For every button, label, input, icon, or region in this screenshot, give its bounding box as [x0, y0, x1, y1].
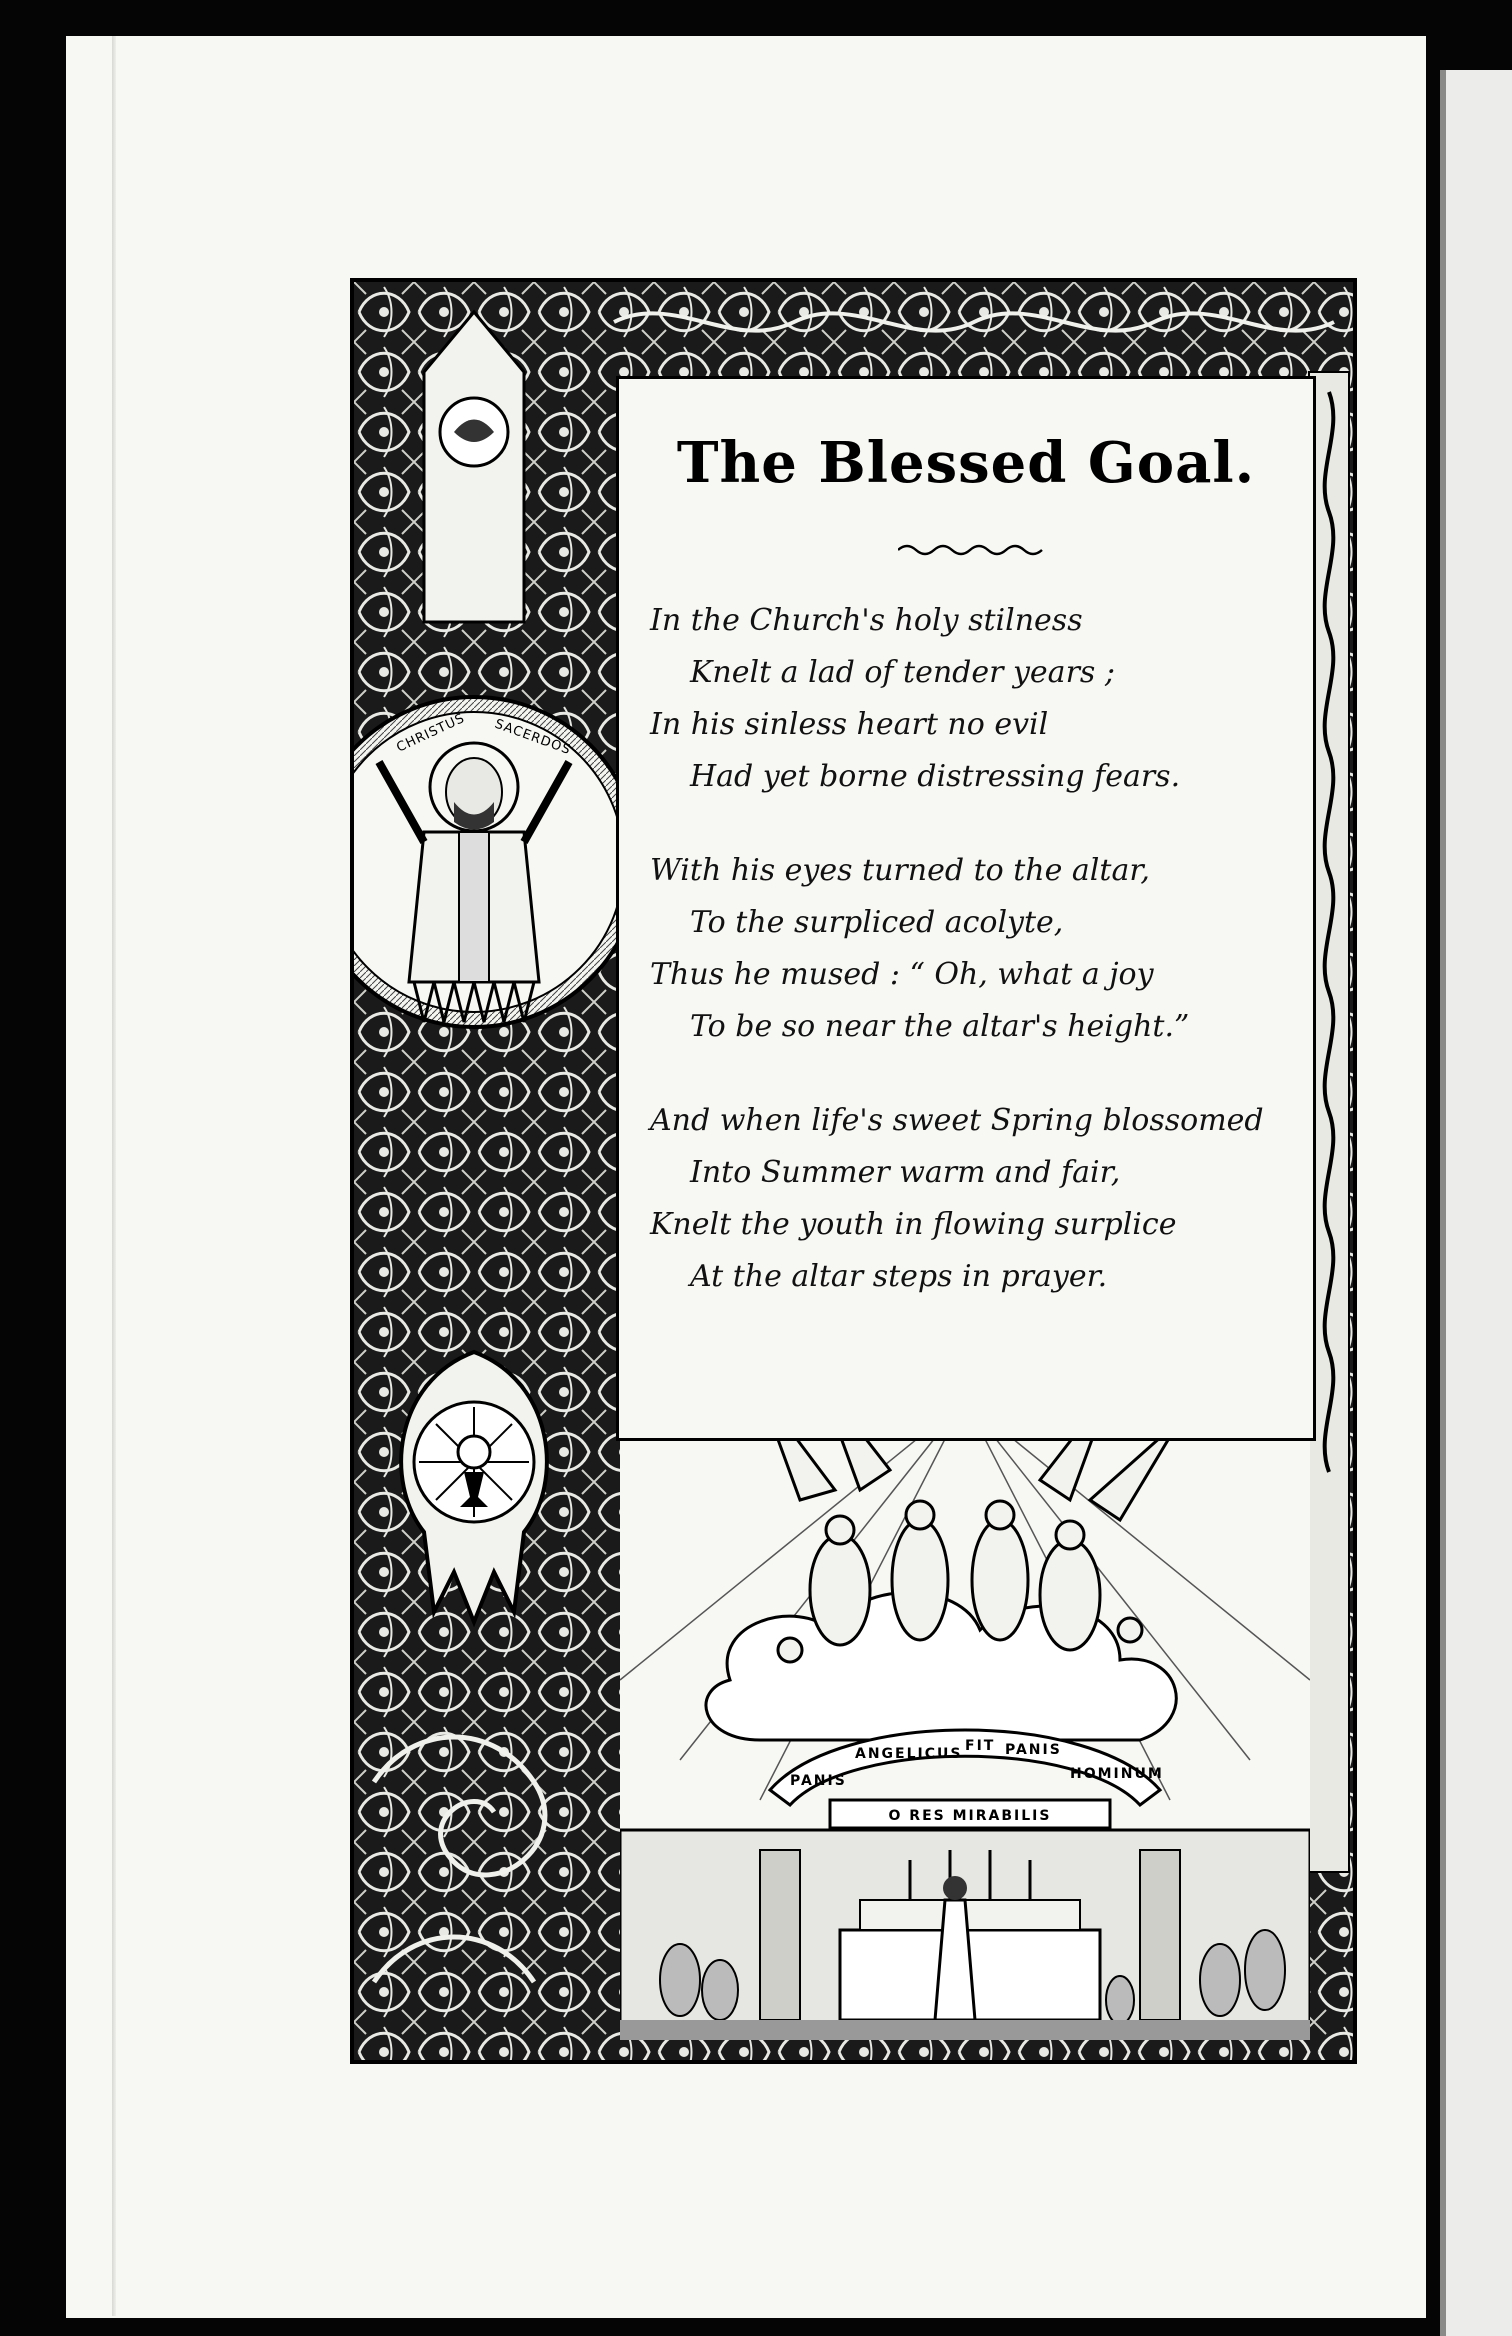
- poem-line: With his eyes turned to the altar,: [650, 853, 1150, 888]
- poem-line: Knelt the youth in flowing surplice: [650, 1207, 1177, 1242]
- poem-line: In his sinless heart no evil: [650, 707, 1049, 742]
- poem-title: The Blessed Goal.: [676, 430, 1256, 496]
- poem-line: Knelt a lad of tender years ;: [690, 655, 1115, 690]
- stanza-2: [650, 845, 1310, 1053]
- page-gutter-line: [112, 36, 116, 2316]
- poem-line: To be so near the altar's height.”: [690, 1009, 1190, 1044]
- poem-line: Had yet borne distressing fears.: [690, 759, 1181, 794]
- banner-word-3: FIT: [965, 1738, 996, 1754]
- stanza-3: [650, 1095, 1310, 1303]
- banner-word-2: ANGELICUS: [855, 1746, 963, 1762]
- poem-line: Thus he mused : “ Oh, what a joy: [650, 957, 1154, 992]
- wavy-rule-divider: [898, 540, 1048, 560]
- banner-word-4: PANIS: [1005, 1742, 1062, 1758]
- stanza-1: [650, 595, 1310, 803]
- banner-word-5: HOMINUM: [1070, 1766, 1164, 1782]
- adjacent-page-edge: [1440, 70, 1512, 2336]
- poem-line: To the surpliced acolyte,: [690, 905, 1064, 940]
- poem-line: In the Church's holy stilness: [650, 603, 1083, 638]
- poem-line: Into Summer warm and fair,: [690, 1155, 1121, 1190]
- banner-lower-text: O RES MIRABILIS: [888, 1808, 1052, 1824]
- banner-word-1: PANIS: [790, 1773, 847, 1789]
- poem-line: And when life's sweet Spring blossomed: [650, 1103, 1264, 1138]
- halo-inscription-right: SACERDOS: [492, 716, 573, 759]
- halo-inscription-left: CHRISTUS: [394, 710, 468, 756]
- altar-scene-drawing: [620, 1380, 1310, 2040]
- altar-scene-illustration: [620, 1380, 1310, 2040]
- poem-line: At the altar steps in prayer.: [690, 1259, 1108, 1294]
